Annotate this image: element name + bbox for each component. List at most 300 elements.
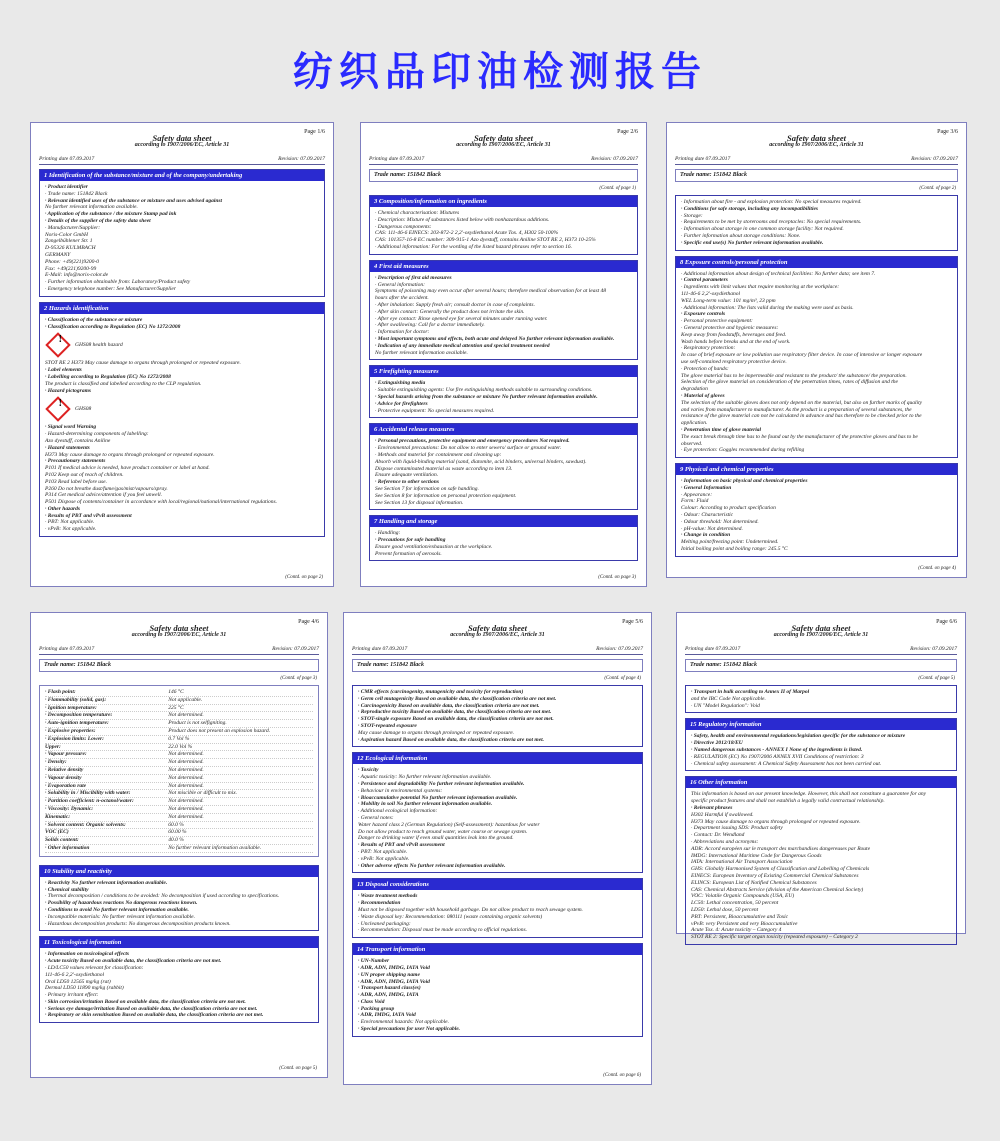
text-line: · Special hazards arising from the substance or mixture No further relevant information available. <box>375 393 598 400</box>
hazard-pictogram <box>45 332 319 358</box>
text-line: · Eye protection: Goggles recommended during refilling <box>681 447 805 454</box>
text-line: · Appearance: <box>681 491 713 498</box>
property-row <box>45 759 313 767</box>
text-line: · UN-Number <box>358 958 390 965</box>
ghs08-health-hazard-icon <box>45 333 70 358</box>
text-line: · Hazard-determining components of labelling: <box>45 431 149 438</box>
trade-name: Trade name: 151842 Black <box>675 169 958 182</box>
section-body <box>370 207 637 254</box>
continued-footer: (Contd. on page 3) <box>598 575 636 580</box>
hazard-pictogram <box>45 396 319 422</box>
text-line: · Advice for firefighters <box>375 400 428 407</box>
property-row <box>45 689 313 697</box>
sheet-title: Safety data sheet <box>467 623 528 633</box>
header-rule <box>675 164 958 165</box>
page-title: 纺织品印油检测报告 <box>293 49 707 95</box>
text-line: · Bioaccumulative potential No further relevant information available. <box>358 794 518 801</box>
page-number: Page 4/6 <box>298 619 319 625</box>
text-line: · Specific end use(s) No further relevant information available. <box>681 239 824 246</box>
text-line: · Aquatic toxicity: No further relevant information available. <box>358 774 492 781</box>
header-rule <box>39 164 325 165</box>
text-line: · Material of gloves <box>681 392 725 399</box>
text-line: ADR: Accord européen sur le transport des marchandises dangereuses par Route <box>691 845 871 852</box>
property-name: Kinematic: <box>45 813 71 820</box>
section-body <box>686 788 956 944</box>
text-line: · Behaviour in environmental systems: <box>358 787 443 794</box>
property-row <box>45 775 313 783</box>
sheet-title: Safety data sheet <box>786 133 847 143</box>
text-line: · Abbreviations and acronyms: <box>691 838 759 845</box>
trade-name: Trade name: 151842 Black <box>39 659 319 672</box>
property-name: · Flash point: <box>45 689 76 695</box>
text-line: · Results of PBT and vPvB assessment <box>358 842 445 849</box>
text-line: · Label elements <box>45 367 82 374</box>
text-line: · Primary irritant effect: <box>45 992 99 999</box>
text-line: · After skin contact: Generally the product does not irritate the skin. <box>375 308 525 315</box>
text-line: · Exposure controls <box>681 311 726 318</box>
property-value: 0.7 Vol % <box>168 735 190 742</box>
section-heading: 3 Composition/information on ingredients <box>370 196 637 207</box>
property-value: 60.0 % <box>168 821 184 828</box>
trade-name: Trade name: 151842 Black <box>369 169 638 182</box>
text-line: Selection of the glove material on consideration of the penetration times, rates of diffusion and the <box>681 379 898 386</box>
section-heading: 13 Disposal considerations <box>353 879 642 890</box>
continued-footer: (Contd. on page 2) <box>285 575 323 580</box>
text-line: · vPvB: Not applicable. <box>45 526 97 533</box>
text-line: P103 Read label before use. <box>45 478 107 485</box>
section-body <box>40 877 318 931</box>
text-line: · Hazard statements <box>45 444 90 451</box>
sheet-title: Safety data sheet <box>149 623 209 633</box>
property-name: · Vapour pressure: <box>45 751 87 758</box>
text-line: Symptoms of poisoning may even occur after several hours; therefore medical observation for at least 48 <box>375 288 607 295</box>
property-value: Product is not selfigniting. <box>168 720 227 727</box>
text-line: hours after the accident. <box>375 295 429 302</box>
text-line: CAS: Chemical Abstracts Service (division of the American Chemical Society) <box>691 886 864 893</box>
text-line: Melting point/freezing point: Undetermined. <box>681 539 779 546</box>
sheet-subtitle: according to 1907/2006/EC, Article 31 <box>450 632 545 638</box>
text-line: Fax: +49(221)9200-99 <box>45 265 97 272</box>
text-line: See Section 13 for disposal information. <box>375 499 464 506</box>
text-line: · Most important symptoms and effects, both acute and delayed No further relevant information available. <box>375 335 615 342</box>
text-line: · Penetration time of glove material <box>681 426 762 433</box>
text-line: · General notes: <box>358 814 394 821</box>
section-body <box>40 181 324 296</box>
text-line: · Environmental precautions: Do not allow to enter sewers/ surface or ground water. <box>375 445 562 452</box>
text-line: vPvB: very Persistent and very Bioaccumulative <box>691 920 798 927</box>
text-line: · Directive 2012/18/EU <box>691 740 743 747</box>
printing-date: Printing date 07.09.2017 <box>352 646 408 652</box>
text-line: · Suitable extinguishing agents: Use fire extinguishing methods suitable to surrounding conditions. <box>375 387 593 394</box>
text-line: The product is classified and labelled according to the CLP regulation. <box>45 380 202 387</box>
section-block <box>369 260 638 361</box>
property-value: Not determined. <box>168 751 204 758</box>
text-line: use self-contained respiratory protective device. <box>681 358 787 365</box>
text-line: · Germ cell mutagenicity Based on available data, the classification criteria are not met. <box>358 695 557 702</box>
text-line: P260 Do not breathe dust/fume/gas/mist/vapours/spray. <box>45 485 168 492</box>
text-line: Phone: +49(221)9200-0 <box>45 258 99 265</box>
text-line: · Packing group <box>358 1005 395 1012</box>
section-heading: 6 Accidental release measures <box>370 424 637 435</box>
sds-page-1 <box>30 122 334 587</box>
property-name: · Solvent content: Organic solvents: <box>45 821 126 828</box>
revision-date: Revision: 07.09.2017 <box>911 156 958 162</box>
text-line: · Odour threshold: Not determined. <box>681 518 759 525</box>
text-line: · Description of first aid measures <box>375 274 452 281</box>
section-heading: 10 Stability and reactivity <box>40 866 318 877</box>
text-line: · UN proper shipping name <box>358 971 420 978</box>
section-heading: 14 Transport information <box>353 944 642 955</box>
property-value: 60.00 % <box>168 829 187 836</box>
text-line: Initial boiling point and boiling range: 245.5 °C <box>681 546 788 553</box>
text-line: · Possibility of hazardous reactions No dangerous reactions known. <box>45 900 198 907</box>
text-line: · Methods and material for containment and cleaning up: <box>375 451 502 458</box>
text-line: WEL Long-term value: 101 mg/m³, 23 ppm <box>681 297 776 304</box>
section-block <box>685 718 957 771</box>
text-line: · Transport hazard class(es) <box>358 985 421 992</box>
text-line: GERMANY <box>45 251 71 258</box>
text-line: · Safety, health and environmental regulations/legislation specific for the substance or mixture <box>691 733 906 740</box>
text-line: · General information: <box>375 281 425 288</box>
property-name: · Solubility in / Miscibility with water: <box>45 790 131 797</box>
printing-date: Printing date 07.09.2017 <box>675 156 731 162</box>
text-line: · Precautionary statements <box>45 458 106 465</box>
text-line: Form: Fluid <box>681 498 709 505</box>
text-line: P501 Dispose of contents/container in accordance with local/regional/national/international regulations. <box>45 499 278 506</box>
text-line: Do not allow product to reach ground water, water course or sewage system. <box>358 828 528 835</box>
section-body <box>353 890 642 937</box>
text-line: · Chemical stability <box>45 886 89 893</box>
property-value: Not determined. <box>168 759 204 766</box>
text-line: · Environmental hazards: Not applicable. <box>358 1019 449 1026</box>
text-line: · After eye contact: Rinse opened eye for several minutes under running water. <box>375 315 548 322</box>
property-row <box>45 798 313 806</box>
text-line: May cause damage to organs through prolonged or repeated exposure. <box>358 729 515 736</box>
property-name: · Explosive properties: <box>45 727 96 734</box>
section-block <box>39 169 325 297</box>
section-body <box>676 196 957 250</box>
text-line: The glove material has to be impermeable and resistant to the product/ the substance/ the preparation. <box>681 372 907 379</box>
spacer <box>39 857 319 865</box>
text-line: This information is based on our present knowledge. However, this shall not constitute a guarantee for any <box>691 791 927 798</box>
property-name: VOC (EC) <box>45 829 69 836</box>
section-heading: 5 Firefighting measures <box>370 366 637 377</box>
sheet-body <box>352 659 643 1042</box>
header-rule <box>685 654 957 655</box>
property-row <box>45 697 313 705</box>
text-line: application. <box>681 420 708 427</box>
text-line: · Conditions to avoid No further relevant information available. <box>45 906 189 913</box>
section-heading: 8 Exposure controls/personal protection <box>676 257 957 268</box>
text-line: specific product features and shall not establish a legally valid contractual relationship. <box>691 798 885 805</box>
continued-note: (Contd. of page 3) <box>280 676 317 681</box>
trade-name: Trade name: 151842 Black <box>352 659 643 672</box>
revision-date: Revision: 07.09.2017 <box>591 156 638 162</box>
text-line: · Carcinogenicity Based on available data, the classification criteria are not met. <box>358 702 540 709</box>
text-line: · Recommendation <box>358 900 401 907</box>
sds-page-4 <box>30 612 328 1078</box>
property-name: · Evaporation rate <box>45 782 87 789</box>
text-line: Oral LD50 12565 mg/kg (rat) <box>45 978 111 985</box>
text-line: P314 Get medical advice/attention if you feel unwell. <box>45 492 162 499</box>
property-value: Not determined. <box>168 798 204 805</box>
text-line: Keep away from foodstuffs, beverages and feed. <box>681 331 787 338</box>
text-line: · Additional information about design of technical facilities: No further data; see item 7. <box>681 270 876 277</box>
text-line: · Additional ecological information: <box>358 808 438 815</box>
text-line: The selection of the suitable gloves does not only depend on the material, but also on further marks of quality <box>681 399 923 406</box>
text-line: resistance of the glove material can not be calculated in advance and has therefore to be checked prior to the <box>681 413 922 420</box>
section-body <box>370 435 637 509</box>
property-row <box>45 829 313 837</box>
property-value: 40.0 % <box>168 837 184 844</box>
property-value: Not miscible or difficult to mix. <box>168 790 238 797</box>
sds-page-3 <box>666 122 967 578</box>
text-line: · Serious eye damage/irritation Based on available data, the classification criteria are not met. <box>45 1005 258 1012</box>
property-name: · Auto-ignition temperature: <box>45 720 109 727</box>
section-block <box>352 878 643 938</box>
text-line: · Reactivity No further relevant information available. <box>45 879 168 886</box>
printing-date: Printing date 07.09.2017 <box>685 646 741 652</box>
text-line: · Storage: <box>681 212 703 219</box>
text-line: · Waste disposal key: Recommendation: 080111 (waste containing organic solvents) <box>358 913 543 920</box>
text-line: P102 Keep out of reach of children. <box>45 471 124 478</box>
text-line: Acute Tox. 4: Acute toxicity – Category 4 <box>691 927 782 934</box>
text-line: CAS: 101357-16-8 EC number: 309-915-1 Azo dyestuff, contains Aniline STOT RE 2, H373 10-25% <box>375 237 596 244</box>
section-heading: 1 Identification of the substance/mixture and of the company/undertaking <box>40 170 324 181</box>
property-name: · Other information <box>45 844 90 851</box>
text-line: EINECS: European Inventory of Existing Commercial Chemical Substances <box>691 872 859 879</box>
text-line: · Details of the supplier of the safety data sheet <box>45 217 151 224</box>
text-line: · Trade name: 151842 Black <box>45 190 108 197</box>
property-name: · Ignition temperature: <box>45 704 97 711</box>
text-line: · Information on toxicological effects <box>45 951 130 958</box>
text-line: · UN "Model Regulation": Void <box>691 702 760 709</box>
text-line: Danger to drinking water if even small quantities leak into the ground. <box>358 835 514 842</box>
text-line: Ensure adequate ventilation. <box>375 472 439 479</box>
text-line: Zangelbühlener Str. 1 <box>45 238 93 245</box>
text-line: · REGULATION (EC) No 1907/2006 ANNEX XVII Conditions of restriction: 3 <box>691 753 864 760</box>
text-line: In case of brief exposure or low pollution use respiratory filter device. In case of intensive or longer exposure <box>681 352 923 359</box>
sds-page-2 <box>360 122 647 587</box>
continued-note: (Contd. of page 5) <box>918 676 955 681</box>
section-body <box>40 948 318 1022</box>
property-row <box>45 736 313 744</box>
text-line: · Manufacturer/Supplier: <box>45 224 101 231</box>
text-line: · Handling: <box>375 530 401 537</box>
section-body <box>370 377 637 417</box>
property-name: · Viscosity: Dynamic: <box>45 805 94 812</box>
revision-date: Revision: 07.09.2017 <box>278 156 325 162</box>
printing-date: Printing date 07.09.2017 <box>39 156 95 162</box>
continued-note: (Contd. of page 2) <box>919 186 956 191</box>
text-line: · Respiratory or skin sensitisation Based on available data, the classification criteria are not met. <box>45 1012 264 1019</box>
property-row <box>45 728 313 736</box>
section-body <box>686 730 956 770</box>
print-meta <box>39 156 325 163</box>
sheet-body <box>39 169 325 542</box>
sds-page-6 <box>676 612 966 941</box>
text-line: · Incompatible materials: No further relevant information available. <box>45 913 195 920</box>
text-line: · Change in condition <box>681 532 731 539</box>
sheet-header <box>667 123 966 163</box>
property-name: · Relative density <box>45 766 84 773</box>
section-block <box>675 195 958 251</box>
text-line: · Information about storage in one common storage facility: Not required. <box>681 226 844 233</box>
text-line: STOT RE 2 H373 May cause damage to organs through prolonged or repeated exposure. <box>45 360 241 367</box>
text-line: · Thermal decomposition / conditions to be avoided: No decomposition if used according to specifications. <box>45 893 280 900</box>
text-line: · PBT: Not applicable. <box>358 848 408 855</box>
text-line: and the IBC Code Not applicable. <box>691 695 766 702</box>
text-line: Wash hands before breaks and at the end of work. <box>681 338 791 345</box>
text-line: · Information for doctor: <box>375 329 430 336</box>
text-line: · Further information obtainable from: Laboratory/Product safety <box>45 279 191 286</box>
text-line: · Precautions for safe handling <box>375 537 446 544</box>
section-body <box>370 272 637 360</box>
section-heading: 4 First aid measures <box>370 261 637 272</box>
text-line: · STOT-single exposure Based on available data, the classification criteria are not met. <box>358 716 554 723</box>
text-line: H373 May cause damage to organs through prolonged or repeated exposure. <box>45 451 215 458</box>
section-block <box>352 752 643 873</box>
text-line: · ADR, ADN, IMDG, IATA <box>358 992 419 999</box>
text-line: Noris-Color GmbH <box>45 231 88 238</box>
pictogram-label: GHS08 <box>75 405 92 412</box>
text-line: No further relevant information available. <box>45 204 138 211</box>
property-row <box>45 806 313 814</box>
section-body <box>40 314 324 536</box>
property-row <box>45 767 313 775</box>
printing-date: Printing date 07.09.2017 <box>39 646 95 652</box>
text-line: · Other adverse effects No further relevant information available. <box>358 862 506 869</box>
section-block <box>675 463 958 557</box>
text-line: · Classification according to Regulation (EC) No 1272/2008 <box>45 323 181 330</box>
text-line: · Odour: Characteristic <box>681 512 734 519</box>
header-rule <box>369 164 638 165</box>
section-block <box>39 302 325 537</box>
text-line: · Aspiration hazard Based on available data, the classification criteria are not met. <box>358 736 545 743</box>
text-line: · ADR, IMDG, IATA Void <box>358 1012 416 1019</box>
sheet-subtitle: according to 1907/2006/EC, Article 31 <box>131 632 227 638</box>
text-line: IMDG: International Maritime Code for Dangerous Goods <box>691 852 822 859</box>
section-heading: 16 Other information <box>686 777 956 788</box>
property-value: Not determined. <box>168 813 204 820</box>
section-heading: 7 Handling and storage <box>370 516 637 527</box>
text-line: 111-46-6 2,2'-oxydiethanol <box>681 290 741 297</box>
property-value: Not applicable. <box>168 696 203 703</box>
property-row <box>45 720 313 728</box>
page-number: Page 3/6 <box>937 129 958 135</box>
text-line: · vPvB: Not applicable. <box>358 855 410 862</box>
sheet-title: Safety data sheet <box>791 623 851 633</box>
text-line: H373 May cause damage to organs through prolonged or repeated exposure. <box>691 818 861 825</box>
text-line: · Contact: Dr. Wendland <box>691 832 745 839</box>
section-block <box>685 776 957 945</box>
property-value: Not determined. <box>168 782 204 789</box>
text-line: LD50: Lethal dose, 50 percent <box>691 906 759 913</box>
section-heading: 2 Hazards identification <box>40 303 324 314</box>
section-block <box>39 936 319 1023</box>
property-value: Not determined. <box>168 766 204 773</box>
text-line: · Mobility in soil No further relevant information available. <box>358 801 493 808</box>
text-line: · Toxicity <box>358 767 379 774</box>
property-row <box>45 751 313 759</box>
continued-footer: (Contd. on page 6) <box>603 1073 641 1078</box>
section-heading: 9 Physical and chemical properties <box>676 464 957 475</box>
property-row <box>45 744 313 752</box>
text-line: · Reproductive toxicity Based on available data, the classification criteria are not met. <box>358 709 552 716</box>
text-line: · Waste treatment methods <box>358 893 418 900</box>
section-body <box>353 955 642 1036</box>
text-line: · Ingredients with limit values that require monitoring at the workplace: <box>681 284 840 291</box>
section-body <box>370 527 637 560</box>
section-block <box>369 515 638 561</box>
sheet-subtitle: according to 1907/2006/EC, Article 31 <box>456 142 551 148</box>
property-row <box>45 837 313 845</box>
property-value: 146 °C <box>168 689 184 695</box>
text-line: Dermal LD50 11890 mg/kg (rabbit) <box>45 985 124 992</box>
print-meta <box>39 646 319 653</box>
text-line: Water hazard class 2 (German Regulation) (Self-assessment): hazardous for water <box>358 821 540 828</box>
text-line: · Additional information: For the wording of the listed hazard phrases refer to section 16. <box>375 243 572 250</box>
text-line: · Chemical characterisation: Mixtures <box>375 210 460 216</box>
section-heading: 11 Toxicological information <box>40 937 318 948</box>
section-block <box>685 685 957 713</box>
text-line: · Relevant phrases <box>691 804 733 811</box>
property-name: · Flammability (solid, gas): <box>45 696 107 703</box>
print-meta <box>352 646 643 653</box>
sheet-header <box>31 123 333 163</box>
text-line: · Product identifier <box>45 184 88 190</box>
text-line: E-Mail: info@noris-color.de <box>45 272 109 279</box>
text-line: · Other hazards <box>45 505 80 512</box>
properties-table <box>39 685 319 857</box>
text-line: No further relevant information available. <box>375 349 468 356</box>
section-block <box>352 943 643 1037</box>
text-line: · Additional information: The lists valid during the making were used as basis. <box>681 304 854 311</box>
property-name: · Density: <box>45 759 67 766</box>
text-line: · Requirements to be met by storerooms and receptacles: No special requirements. <box>681 219 862 226</box>
sheet-body <box>369 169 638 566</box>
text-line: · STOT-repeated exposure <box>358 722 417 729</box>
property-name: · Vapour density <box>45 774 82 781</box>
text-line: · Respiratory protection: <box>681 345 736 352</box>
section-block <box>369 423 638 510</box>
text-line: Colour: According to product specification <box>681 505 776 512</box>
sheet-subtitle: according to 1907/2006/EC, Article 31 <box>769 142 864 148</box>
text-line: The exact break through time has to be found out by the manufacturer of the protective gloves and has to be <box>681 433 918 440</box>
text-line: CAS: 111-46-6 EINECS: 203-872-2 2,2'-oxydiethanol Acute Tox. 4, H302 50-100% <box>375 230 559 237</box>
text-line: · Recommendation: Disposal must be made according to official regulations. <box>358 927 528 934</box>
text-line: · Control parameters <box>681 277 728 284</box>
text-line: · Indication of any immediate medical attention and special treatment needed <box>375 342 550 349</box>
text-line: · Transport in bulk according to Annex II of Marpol <box>691 689 810 695</box>
revision-date: Revision: 07.09.2017 <box>910 646 957 652</box>
sheet-header <box>31 613 327 653</box>
trade-name: Trade name: 151842 Black <box>685 659 957 672</box>
sheet-title: Safety data sheet <box>473 133 534 143</box>
text-line: Azo dyestuff, contains Aniline <box>45 437 111 444</box>
text-line: · Dangerous components: <box>375 223 432 230</box>
text-line: · General Information <box>681 484 732 491</box>
property-value: Not determined. <box>168 712 204 719</box>
text-line: and varies from manufacturer to manufacturer. As the product is a preparation of several substances, the <box>681 406 912 413</box>
section-block <box>675 256 958 459</box>
continued-footer: (Contd. on page 5) <box>279 1066 317 1071</box>
property-value: Product does not present an explosion hazard. <box>168 727 271 734</box>
text-line: · Personal precautions, protective equipment and emergency procedures Not required. <box>375 438 570 445</box>
text-line: · Personal protective equipment: <box>681 318 753 325</box>
text-line: · Named dangerous substances - ANNEX I None of the ingredients is listed. <box>691 746 863 753</box>
section-body <box>353 764 642 872</box>
